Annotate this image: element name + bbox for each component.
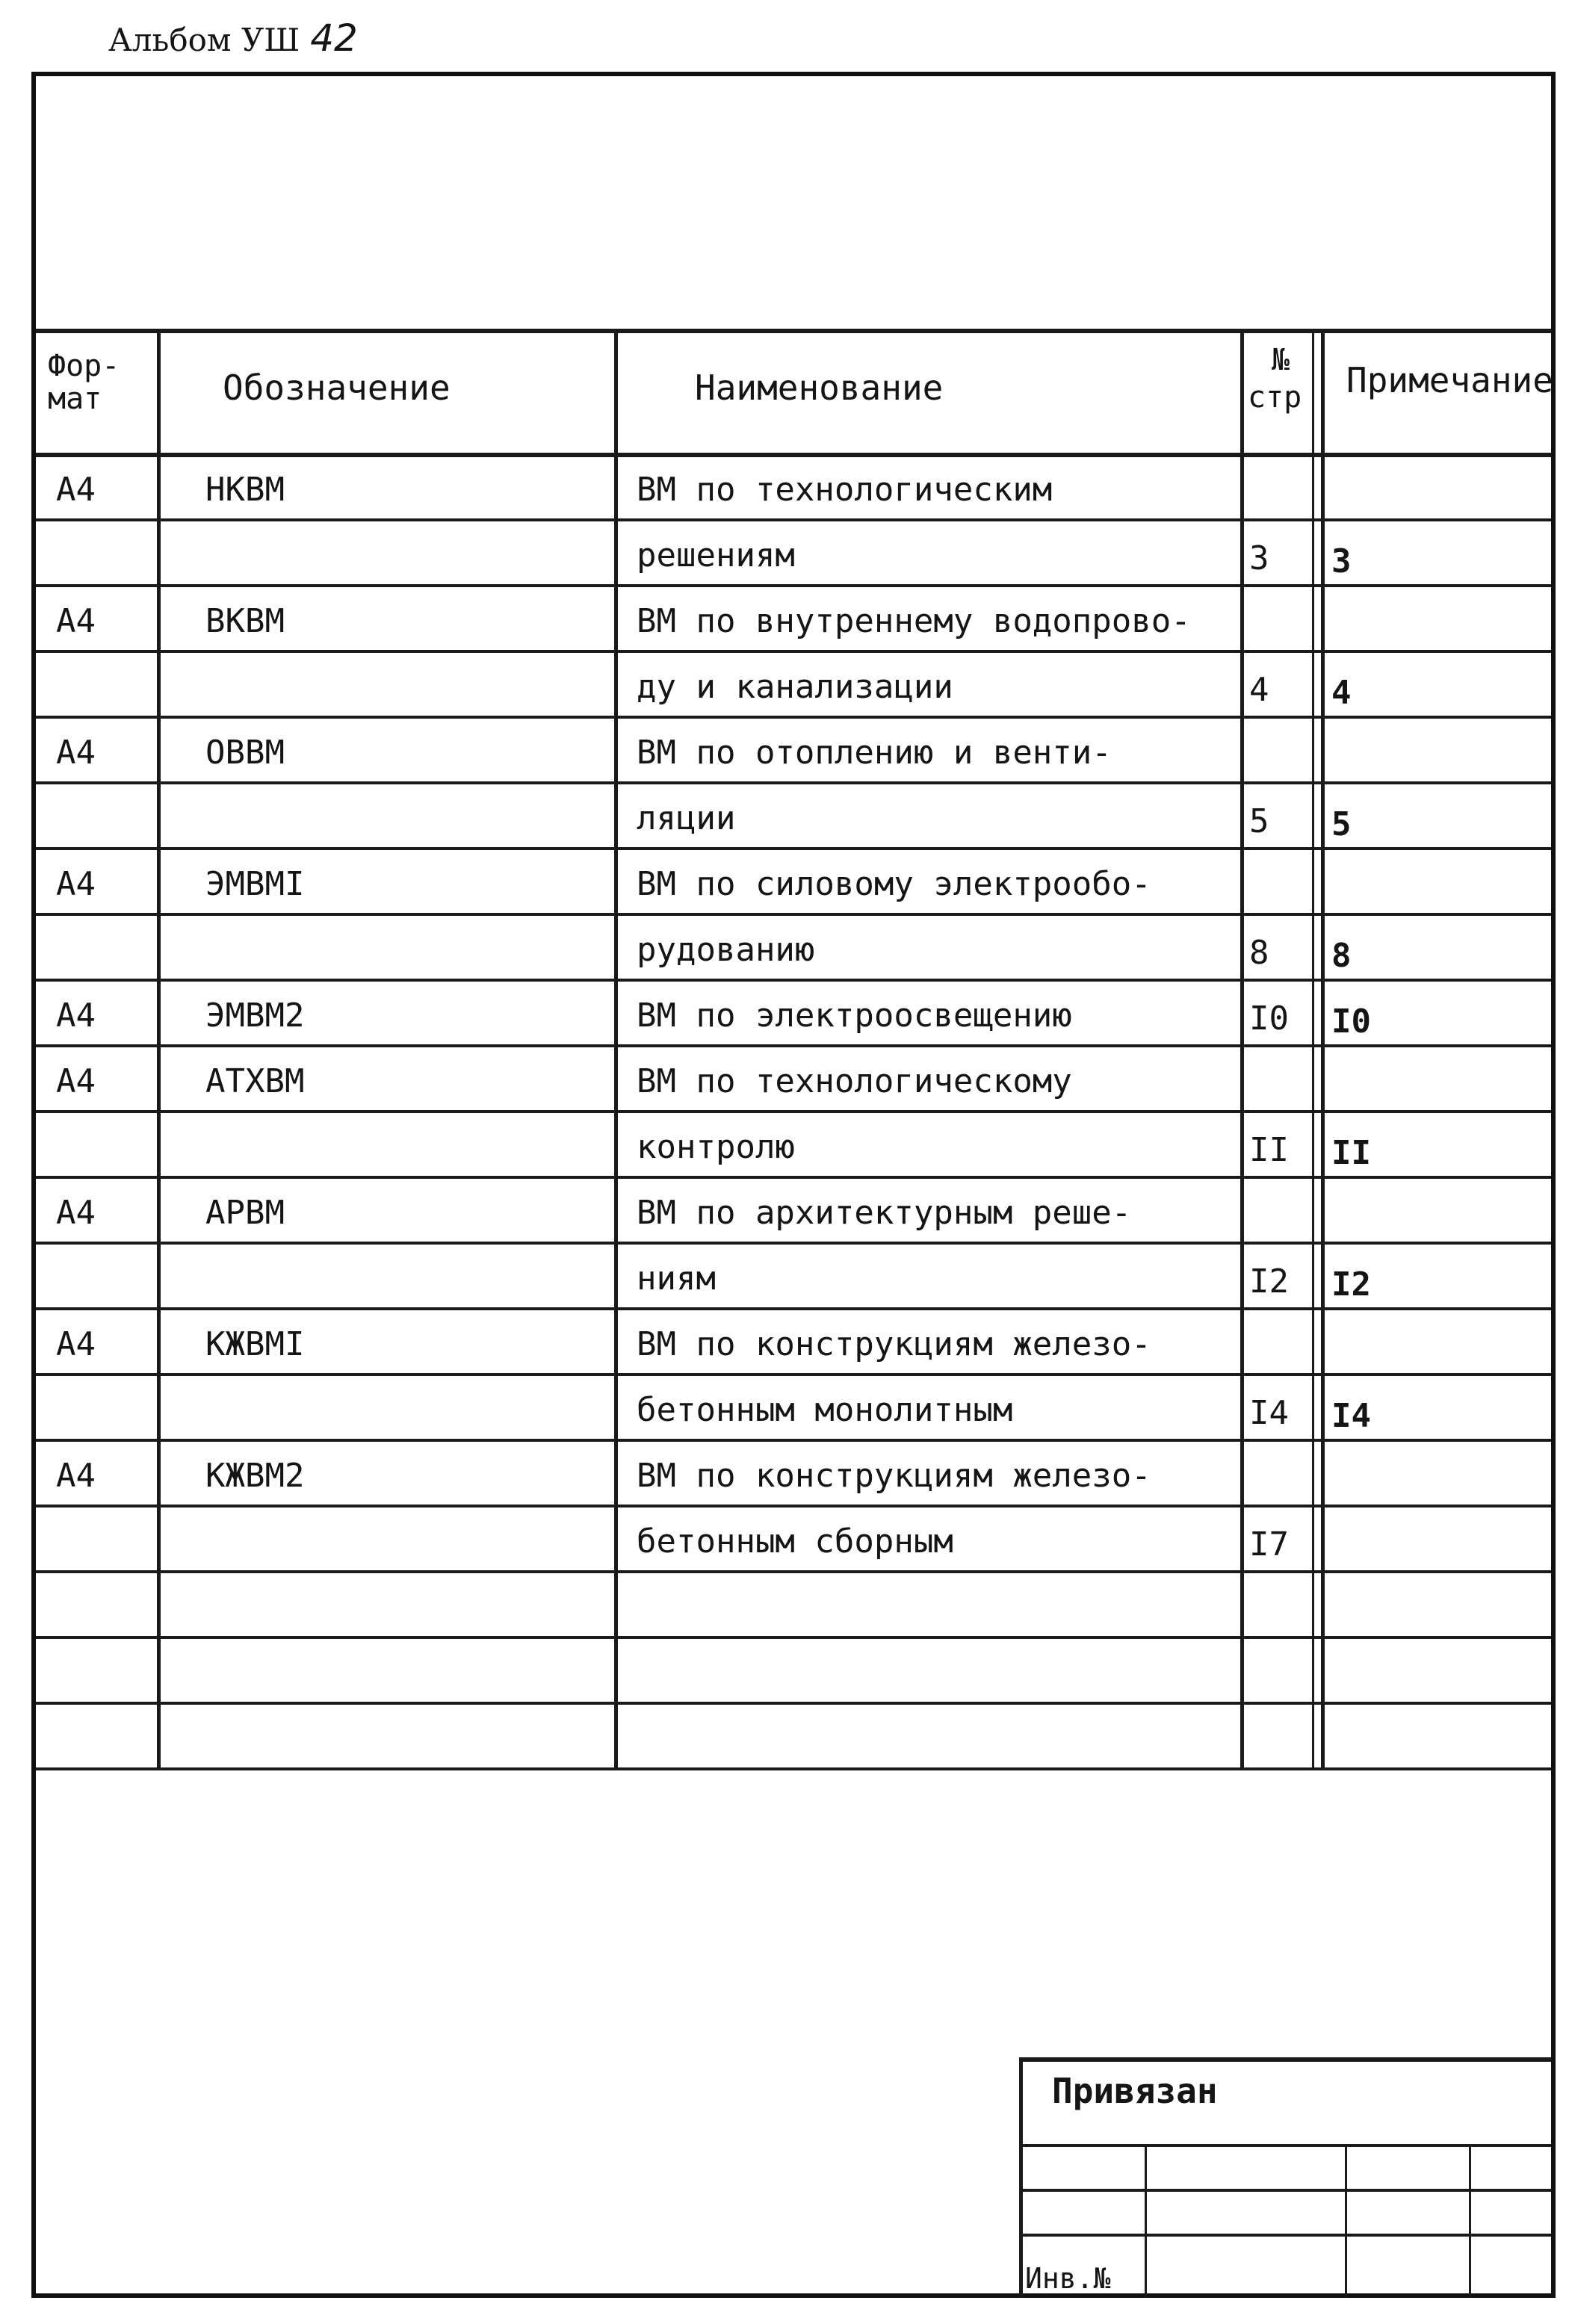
row-note: I2 (1331, 1265, 1371, 1304)
row-format: А4 (56, 1457, 96, 1495)
table-column-line (614, 329, 618, 1770)
table-column-line (1240, 329, 1244, 1770)
row-designation: НКВМ (205, 471, 285, 509)
row-name: бетонным монолитным (637, 1391, 1013, 1429)
row-designation: ВКВМ (205, 602, 285, 640)
row-name: ВМ по конструкциям железо- (637, 1325, 1151, 1363)
row-page: II (1249, 1131, 1289, 1169)
row-name: ВМ по электроосвещению (637, 997, 1072, 1035)
row-designation: АРВМ (205, 1194, 285, 1232)
header-format: Фор- (48, 349, 120, 383)
stamp-column-line (1145, 2144, 1147, 2298)
row-designation: КЖВМ2 (205, 1457, 305, 1495)
row-format: А4 (56, 1325, 96, 1363)
row-format: А4 (56, 1194, 96, 1232)
row-name: ВМ по технологическим (637, 471, 1053, 509)
row-designation: КЖВМI (205, 1325, 305, 1363)
row-format: А4 (56, 1062, 96, 1100)
table-column-line (157, 329, 161, 1770)
album-number: 42 (310, 16, 358, 60)
row-page: 8 (1249, 934, 1269, 972)
row-name: контролю (637, 1128, 795, 1166)
row-page: I2 (1249, 1262, 1289, 1301)
row-name: ВМ по внутреннему водопрово- (637, 602, 1191, 640)
row-page: I0 (1249, 1000, 1289, 1038)
stamp-title: Привязан (1052, 2071, 1218, 2111)
header-format: мат (48, 382, 102, 416)
row-note: 3 (1331, 542, 1352, 580)
row-note: 8 (1331, 937, 1352, 975)
album-label (108, 16, 358, 60)
row-name: ляции (637, 799, 736, 837)
stamp-line (1019, 2189, 1551, 2192)
row-designation: ОВВМ (205, 734, 285, 772)
table-column-line (1321, 329, 1325, 1770)
row-name: рудованию (637, 931, 815, 969)
row-name: ду и канализации (637, 668, 953, 706)
row-page: 3 (1249, 539, 1269, 577)
header-name: Наименование (695, 368, 944, 408)
row-note: II (1331, 1134, 1371, 1172)
row-name: ВМ по технологическому (637, 1062, 1072, 1100)
header-page: стр (1248, 380, 1302, 415)
row-note: 5 (1331, 805, 1352, 843)
stamp-inventory-label: Инв.№ (1025, 2262, 1111, 2295)
row-name: ВМ по отоплению и венти- (637, 734, 1112, 772)
row-format: А4 (56, 471, 96, 509)
row-note: I4 (1331, 1397, 1371, 1435)
row-note: I0 (1331, 1003, 1371, 1041)
row-name: бетонным сборным (637, 1522, 953, 1561)
row-page: I7 (1249, 1525, 1289, 1564)
row-format: А4 (56, 997, 96, 1035)
row-page: I4 (1249, 1394, 1289, 1432)
row-name: ВМ по конструкциям железо- (637, 1457, 1151, 1495)
row-note: 4 (1331, 674, 1352, 712)
row-format: А4 (56, 734, 96, 772)
row-format: А4 (56, 602, 96, 640)
stamp-border-top (1019, 2057, 1551, 2062)
stamp-column-line (1469, 2144, 1471, 2298)
album-label-text: Альбом УШ (108, 22, 300, 58)
row-designation: АТХВМ (205, 1062, 305, 1100)
row-page: 4 (1249, 671, 1269, 709)
row-name: ВМ по архитектурным реше- (637, 1194, 1132, 1232)
row-name: решениям (637, 536, 795, 574)
stamp-line (1019, 2234, 1551, 2237)
table-column-line (1312, 329, 1314, 1770)
row-page: 5 (1249, 802, 1269, 840)
row-name: ниям (637, 1259, 716, 1298)
row-format: А4 (56, 865, 96, 903)
stamp-line (1019, 2144, 1551, 2147)
stamp-column-line (1345, 2144, 1347, 2298)
header-page: № (1272, 343, 1290, 377)
row-designation: ЭМВМ2 (205, 997, 305, 1035)
header-designation: Обозначение (223, 368, 451, 408)
row-designation: ЭМВМI (205, 865, 305, 903)
row-name: ВМ по силовому электрообо- (637, 865, 1151, 903)
header-note: Примечание (1346, 360, 1553, 400)
stamp-border-left (1019, 2057, 1023, 2298)
